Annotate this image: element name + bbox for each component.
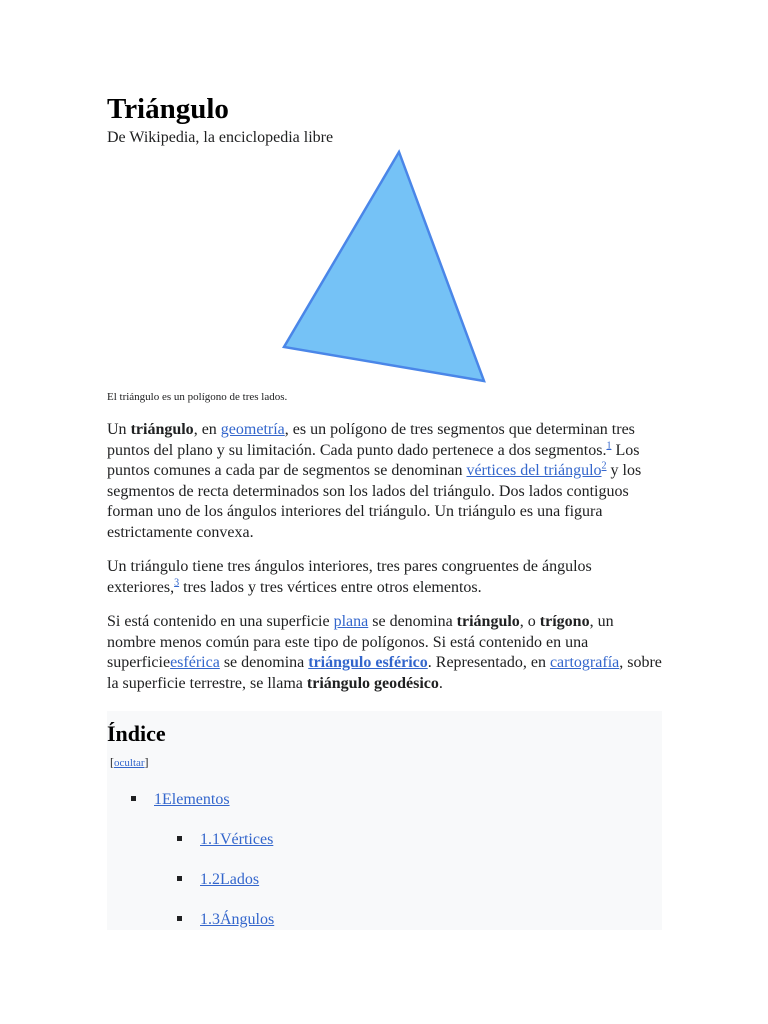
text-run: Un triángulo tiene tres ángulos interiores, tres pares congruentes de ángulos exteriores, [107,558,592,596]
link-geometria[interactable]: geometría [220,421,285,438]
link-vertices-del-triangulo[interactable]: vértices del triángulo [466,462,602,479]
link-triangulo-esferico[interactable]: triángulo esférico [308,654,428,671]
toc-toggle-bracket: [ [110,755,114,769]
triangle-shape [284,152,484,381]
paragraph-surfaces [107,612,663,694]
paragraph-elements [107,557,663,598]
text-run: . Representado, en [427,654,550,671]
toc-item-vertices [177,830,273,850]
text-run: tres lados y tres vértices entre otros elementos. [179,578,482,596]
text-run: , es un polígono de tres segmentos que determinan tres puntos del plano y su limitación. Cada punto dado pertenece a dos segmentos. [107,421,635,459]
toc-link-vertices[interactable] [200,831,273,848]
text-run: se denomina [368,613,457,630]
reference-2[interactable]: 2 [601,460,607,472]
toc-toggle-bracket: ] [144,755,149,769]
toc-item-lados [177,870,259,890]
bold-term: triángulo geodésico [306,674,439,692]
toc-hide-link[interactable]: ocultar [114,757,145,769]
text-run: se denomina [219,654,309,671]
page-subtitle: De Wikipedia, la enciclopedia libre [107,129,334,146]
toc-link-elementos[interactable] [154,791,230,808]
bold-term: triángulo [456,613,520,630]
text-run: , sobre la superficie terrestre, se llama [107,654,662,692]
toc-link-angulos[interactable] [200,911,274,928]
toc-number: 1.2 [200,871,220,888]
text-run: . [438,674,443,692]
bullet-icon [177,836,182,841]
toc-number: 1.3 [200,911,220,928]
paragraph-intro [107,420,663,543]
toc-label: Vértices [220,831,274,848]
text-run: Si está contenido en una superficie [107,613,334,630]
toc-toggle [110,754,149,771]
text-run: y los segmentos de recta determinados son los lados del triángulo. Dos lados contiguos forman uno de los ángulos interiores del triángulo. Un triángulo es una figura estrictamente convexa. [107,462,642,541]
text-run: Un [107,421,131,438]
bold-term: triángulo [130,421,194,438]
link-esferica[interactable]: esférica [170,654,220,671]
table-of-contents [107,711,662,930]
toc-label: Ángulos [220,911,275,928]
toc-link-lados[interactable] [200,871,259,888]
figure-caption: El triángulo es un polígono de tres lados. [107,391,288,403]
reference-1[interactable]: 1 [606,440,612,452]
bullet-icon [177,876,182,881]
bullet-icon [177,916,182,921]
link-plana[interactable]: plana [333,613,369,630]
toc-label: Elementos [162,791,230,808]
page-title: Triángulo [107,93,229,125]
toc-label: Lados [220,871,260,888]
bold-term: trígono [539,613,590,630]
toc-item-angulos [177,910,274,930]
toc-number: 1 [154,791,162,808]
triangle-figure [277,143,497,388]
toc-title: Índice [107,721,166,746]
text-run: , o [519,613,540,630]
link-cartografia[interactable]: cartografía [549,654,620,671]
text-run: Los puntos comunes a cada par de segmentos se denominan [107,441,640,479]
article-body [107,420,663,708]
text-run: , un nombre menos común para este tipo de polígonos. Si está contenido en una superficie [107,613,614,671]
bullet-icon [131,796,136,801]
text-run: , en [193,421,221,438]
reference-3[interactable]: 3 [174,577,180,589]
toc-number: 1.1 [200,831,220,848]
toc-item-elementos [131,790,230,810]
